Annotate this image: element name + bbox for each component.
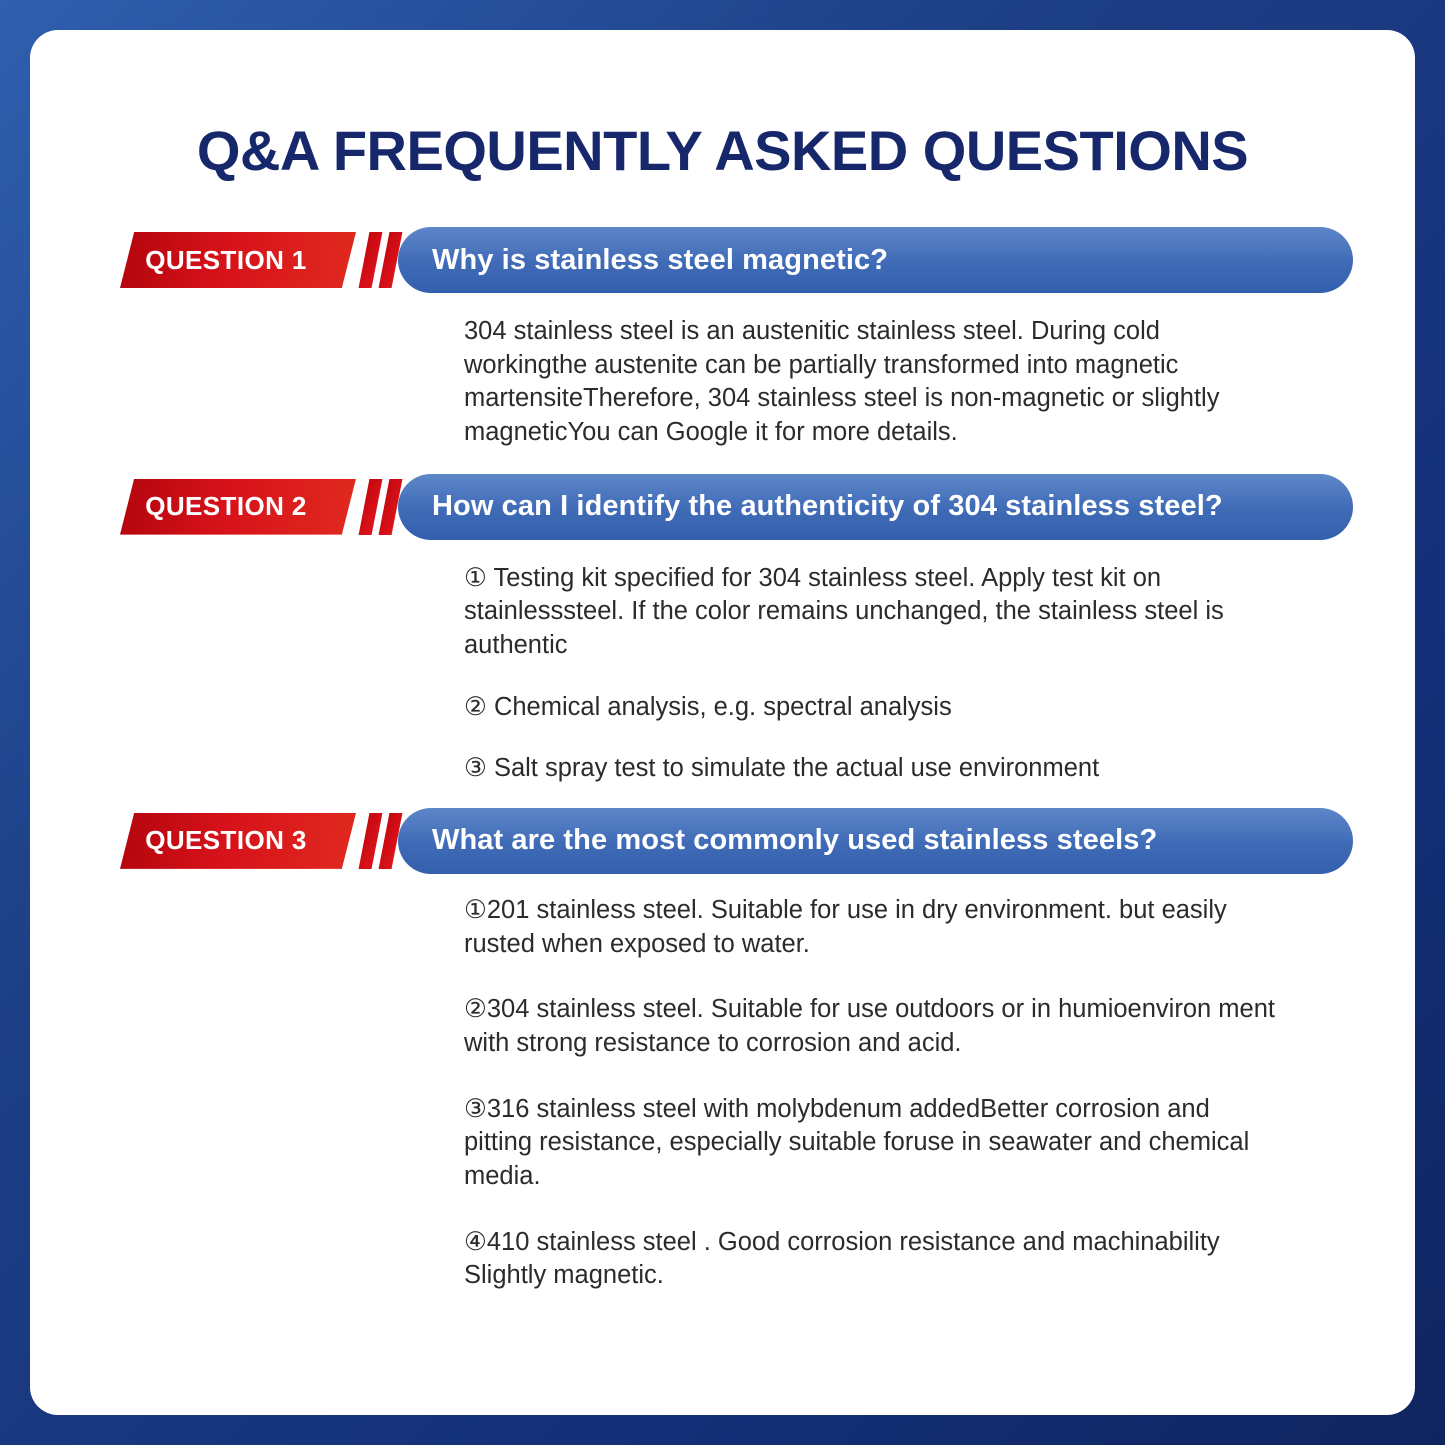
slash-icon: [359, 813, 383, 869]
answer-3: [392, 874, 1353, 1303]
answer-paragraph: ①201 stainless steel. Suitable for use in dry environment. but easily rusted when exposed to water.: [464, 895, 1227, 958]
question-tag-label: QUESTION 1: [145, 244, 307, 275]
answer-paragraph: 304 stainless steel is an austenitic stainless steel. During cold workingthe austenite can be partially transformed into magnetic martensiteTherefore, 304 stainless steel is non-magnetic or slightly magneticYou can Google it for more details.: [464, 317, 1220, 446]
question-tag-label: QUESTION 2: [145, 491, 307, 522]
answer-paragraph: ① Testing kit specified for 304 stainless steel. Apply test kit on stainlesssteel. If the color remains unchanged, the stainless steel is authentic: [464, 563, 1224, 659]
qa-block-2: [92, 474, 1353, 800]
page-title: Q&A FREQUENTLY ASKED QUESTIONS: [196, 119, 1249, 182]
question-tag-2: [92, 474, 392, 540]
qa-block-3: [92, 808, 1353, 1303]
qa-header-3: [92, 808, 1353, 874]
qa-block-1: [92, 227, 1353, 466]
qa-header-1: [92, 227, 1353, 293]
question-tag-1: [92, 227, 392, 293]
answer-paragraph: ② Chemical analysis, e.g. spectral analysis: [464, 692, 952, 721]
question-text: What are the most commonly used stainless steels?: [432, 824, 1158, 857]
question-tag-3: [92, 808, 392, 874]
question-tag-label: QUESTION 3: [145, 825, 307, 856]
question-bar-3[interactable]: [398, 808, 1353, 874]
slash-icon: [359, 479, 383, 535]
answer-paragraph: ②304 stainless steel. Suitable for use outdoors or in humioenviron ment with strong resistance to corrosion and acid.: [464, 995, 1275, 1057]
answer-paragraph: ④410 stainless steel . Good corrosion resistance and machinability Slightly magnetic.: [464, 1227, 1220, 1290]
answer-paragraph: ③316 stainless steel with molybdenum addedBetter corrosion and pitting resistance, especially suitable foruse in seawater and chemical media.: [464, 1094, 1250, 1190]
answer-2: [392, 540, 1353, 800]
question-text: Why is stainless steel magnetic?: [432, 243, 889, 276]
question-text: How can I identify the authenticity of 304 stainless steel?: [432, 490, 1223, 523]
question-bar-2[interactable]: [398, 474, 1353, 540]
question-bar-1[interactable]: [398, 227, 1353, 293]
answer-1: [392, 293, 1353, 466]
faq-card: [30, 30, 1415, 1415]
slash-icon: [359, 232, 383, 288]
answer-paragraph: ③ Salt spray test to simulate the actual use environment: [464, 754, 1100, 783]
qa-header-2: [92, 474, 1353, 540]
